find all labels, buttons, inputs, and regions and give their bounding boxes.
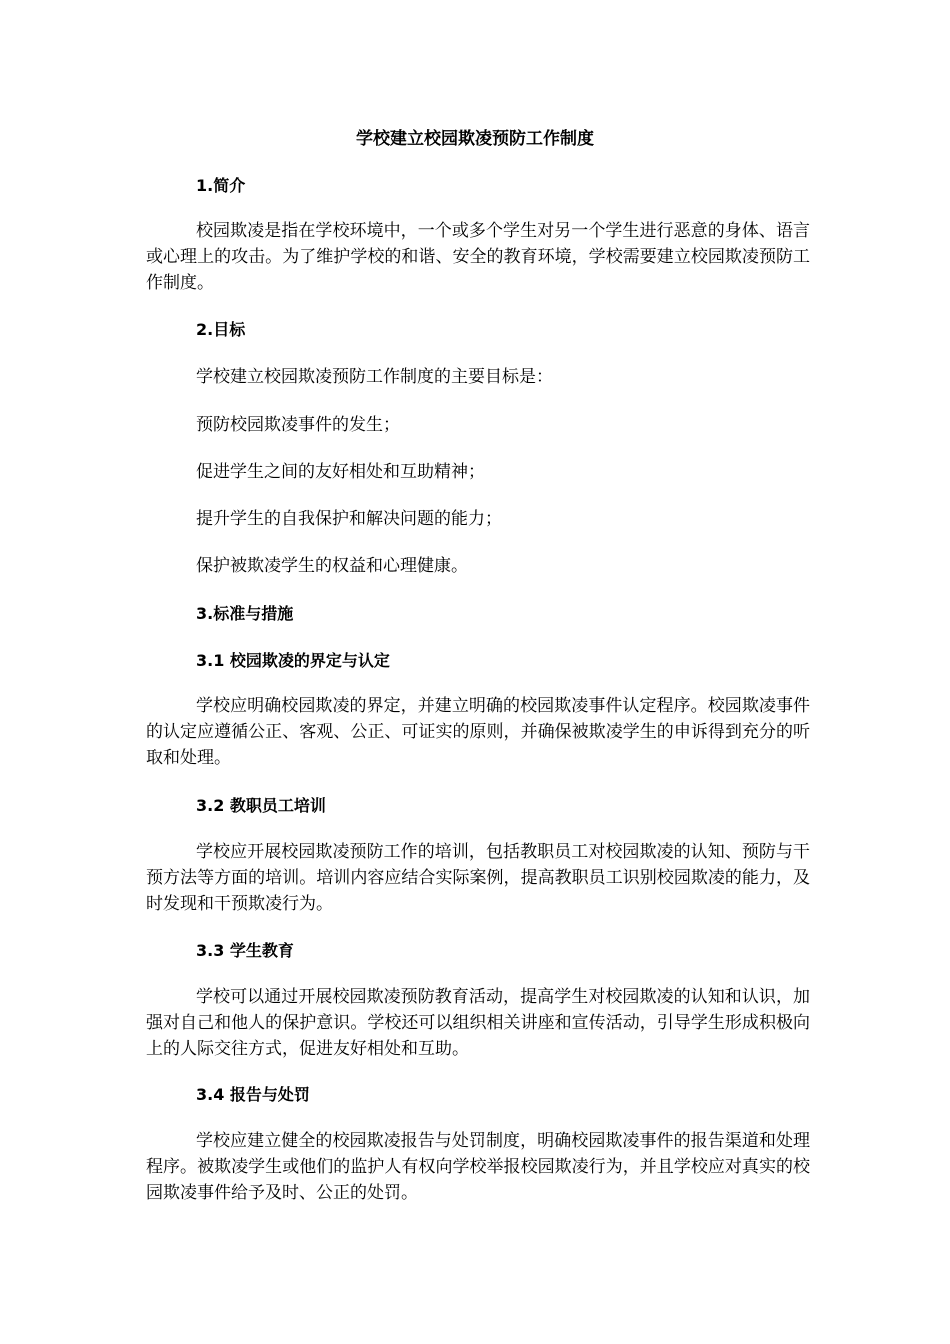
section-1-heading: 1.简介 [196, 176, 246, 195]
goal-item-3: 提升学生的自我保护和解决问题的能力； [196, 509, 502, 529]
section-2-heading: 2.目标 [196, 320, 246, 339]
section-3-2-paragraph: 学校应开展校园欺凌预防工作的培训，包括教职员工对校园欺凌的认知、预防与干预方法等方面的培训。培训内容应结合实际案例，提高教职员工识别校园欺凌的能力，及时发现和干预欺凌行为。 [146, 842, 810, 914]
section-3-1-paragraph: 学校应明确校园欺凌的界定，并建立明确的校园欺凌事件认定程序。校园欺凌事件的认定应遵循公正、客观、公正、可证实的原则，并确保被欺凌学生的申诉得到充分的听取和处理。 [146, 696, 810, 768]
section-3-3-paragraph: 学校可以通过开展校园欺凌预防教育活动，提高学生对校园欺凌的认知和认识，加强对自己和他人的保护意识。学校还可以组织相关讲座和宣传活动，引导学生形成积极向上的人际交往方式，促进友好相处和互助。 [146, 987, 810, 1059]
goal-item-2: 促进学生之间的友好相处和互助精神； [196, 462, 485, 482]
section-2-intro: 学校建立校园欺凌预防工作制度的主要目标是： [196, 367, 553, 387]
document-title: 学校建立校园欺凌预防工作制度 [356, 129, 594, 149]
section-3-1-heading: 3.1 校园欺凌的界定与认定 [196, 651, 390, 670]
section-3-4-heading: 3.4 报告与处罚 [196, 1085, 310, 1104]
goal-item-4: 保护被欺凌学生的权益和心理健康。 [196, 556, 468, 576]
goal-item-1: 预防校园欺凌事件的发生； [196, 415, 400, 435]
section-3-4-paragraph: 学校应建立健全的校园欺凌报告与处罚制度，明确校园欺凌事件的报告渠道和处理程序。被欺凌学生或他们的监护人有权向学校举报校园欺凌行为，并且学校应对真实的校园欺凌事件给予及时、公正的处罚。 [146, 1131, 810, 1203]
section-3-2-heading: 3.2 教职员工培训 [196, 796, 326, 815]
section-1-paragraph: 校园欺凌是指在学校环境中，一个或多个学生对另一个学生进行恶意的身体、语言或心理上的攻击。为了维护学校的和谐、安全的教育环境，学校需要建立校园欺凌预防工作制度。 [146, 221, 810, 293]
section-3-heading: 3.标准与措施 [196, 604, 294, 623]
section-3-3-heading: 3.3 学生教育 [196, 941, 294, 960]
